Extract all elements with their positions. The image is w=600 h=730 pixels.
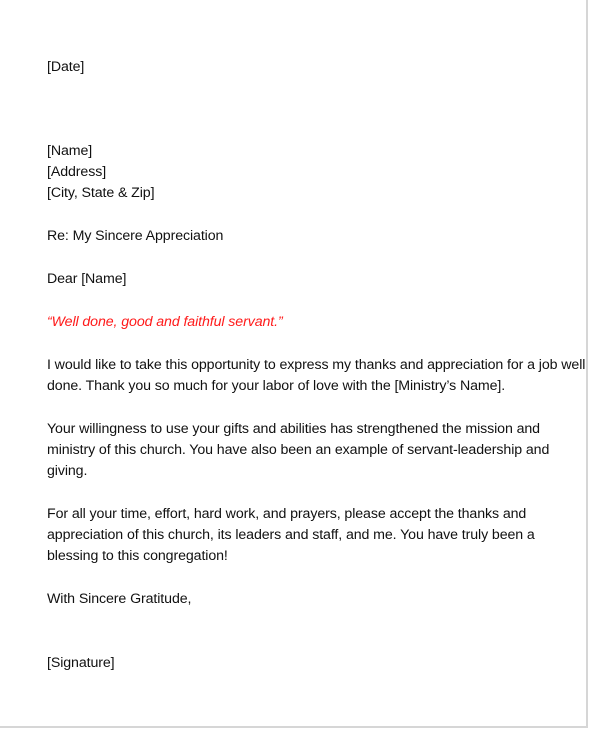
subject-line: Re: My Sincere Appreciation bbox=[47, 228, 224, 244]
recipient-block bbox=[47, 141, 567, 204]
paragraph-line: ministry of this church. You have also been an example of servant-leadership and bbox=[47, 442, 550, 458]
paragraph-line: appreciation of this church, its leaders and staff, and me. You have truly been a bbox=[47, 527, 535, 543]
letter-date: [Date] bbox=[47, 59, 85, 75]
paragraph-line: blessing to this congregation! bbox=[47, 548, 228, 564]
signature-placeholder: [Signature] bbox=[47, 655, 115, 671]
recipient-name: [Name] bbox=[47, 143, 93, 159]
recipient-city-state-zip: [City, State & Zip] bbox=[47, 185, 155, 201]
paragraph-2 bbox=[47, 419, 567, 482]
letter-body bbox=[47, 57, 586, 674]
paragraph-1 bbox=[47, 355, 586, 397]
closing: With Sincere Gratitude, bbox=[47, 591, 192, 607]
paragraph-3 bbox=[47, 504, 567, 567]
paragraph-line: Your willingness to use your gifts and abilities has strengthened the mission and bbox=[47, 421, 540, 437]
paragraph-line: For all your time, effort, hard work, and prayers, please accept the thanks and bbox=[47, 506, 527, 522]
opening-quote: “Well done, good and faithful servant.” bbox=[47, 314, 283, 330]
paragraph-line: giving. bbox=[47, 463, 88, 479]
salutation: Dear [Name] bbox=[47, 271, 127, 287]
recipient-address: [Address] bbox=[47, 164, 107, 180]
paragraph-line: done. Thank you so much for your labor of love with the [Ministry’s Name]. bbox=[47, 378, 506, 394]
paragraph-line: I would like to take this opportunity to express my thanks and appreciation for a job well bbox=[47, 357, 586, 373]
